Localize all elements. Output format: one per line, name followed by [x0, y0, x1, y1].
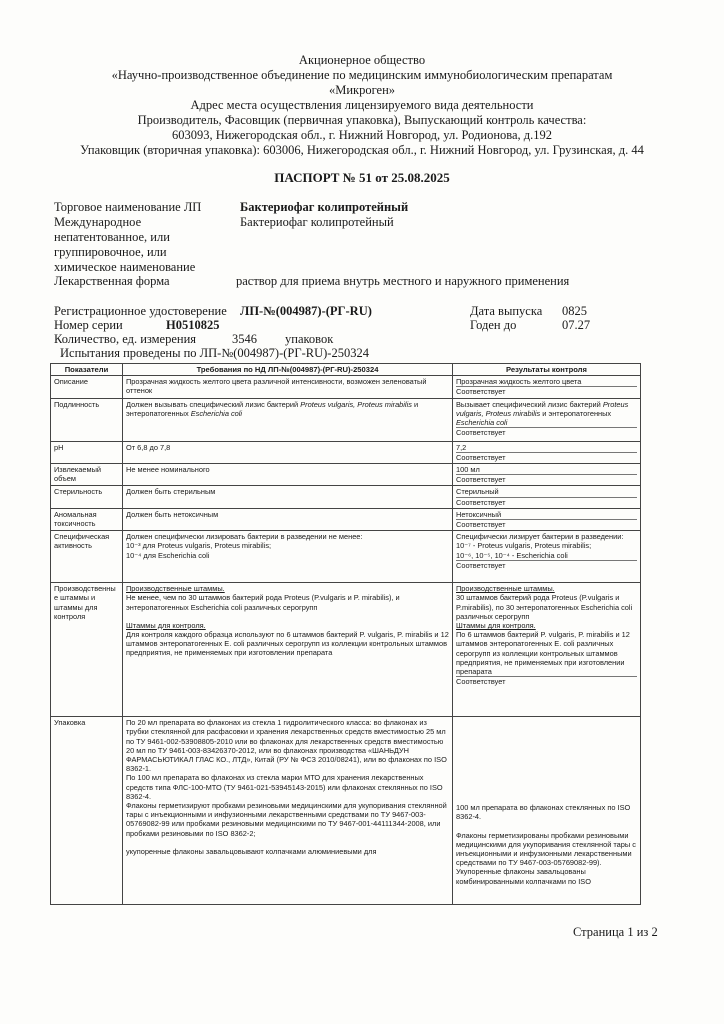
row-result: Нетоксичный Соответствует [453, 508, 641, 530]
series-value: Н0510825 [166, 318, 220, 332]
company-name: «Научно-производственное объединение по медицинским иммунобиологическим препаратам [111, 68, 613, 82]
row-name: Специфическая активность [51, 531, 123, 583]
row-name: Производственные штаммы и штаммы для контроля [51, 583, 123, 717]
row-name: pH [51, 441, 123, 463]
quantity-value: 3546 [232, 332, 257, 346]
release-date-value: 0825 [562, 304, 587, 318]
specification-table [50, 363, 641, 905]
packager-line: Упаковщик (вторичная упаковка): 603006, Нижегородская обл., г. Нижний Новгород, ул. Грузинская, д. 44 [80, 143, 644, 157]
table-row [51, 531, 641, 583]
series-label: Номер серии [54, 318, 123, 332]
row-requirement: Должен быть нетоксичным [123, 508, 453, 530]
intl-name-label-1: Международное [54, 215, 142, 229]
table-row [51, 508, 641, 530]
manufacturer-line: Производитель, Фасовщик (первичная упаковка), Выпускающий контроль качества: [137, 113, 587, 127]
row-result: 100 мл Соответствует [453, 464, 641, 486]
dosage-form-label: Лекарственная форма [54, 274, 170, 288]
header-indicator: Показатели [51, 364, 123, 376]
intl-name-value: Бактериофаг колипротейный [240, 215, 394, 229]
row-requirement: Должен вызывать специфический лизис бактерий Proteus vulgaris, Proteus mirabilis и энтеропатогенных Escherichia coli [123, 398, 453, 441]
header-results: Результаты контроля [453, 364, 641, 376]
manufacturer-address: 603093, Нижегородская обл., г. Нижний Новгород, ул. Родионова, д.192 [171, 128, 553, 142]
row-result: Прозрачная жидкость желтого цвета Соответствует [453, 376, 641, 398]
row-requirement: От 6,8 до 7,8 [123, 441, 453, 463]
table-row [51, 583, 641, 717]
page-number: Страница 1 из 2 [573, 925, 658, 939]
registration-value: ЛП-№(004987)-(РГ-RU) [240, 304, 372, 318]
table-row [51, 441, 641, 463]
row-result: Стерильный Соответствует [453, 486, 641, 508]
table-row [51, 398, 641, 441]
row-result: 100 мл препарата во флаконах стеклянных по ISO 8362-4. Флаконы герметизированы пробками резиновыми медицинскими для укупоривания стеклянной тары с инъекционными и инфузионными лекарственными средствами по ТУ 9467-003-05769082-99). Укупоренные флаконы завальцованы комбинированными колпачками по ISO [453, 717, 641, 905]
row-result: Специфически лизирует бактерии в разведении: 10⁻⁷ - Proteus vulgaris, Proteus mirabilis; 10⁻⁶, 10⁻⁵, 10⁻⁴ - Escherichia coli Соответствует [453, 531, 641, 583]
row-name: Подлинность [51, 398, 123, 441]
address-title: Адрес места осуществления лицензируемого вида деятельности [190, 98, 534, 112]
intl-name-label-4: химическое наименование [54, 260, 196, 274]
row-result: Производственные штаммы. 30 штаммов бактерий рода Proteus (P.vulgaris и P.mirabilis), по 30 энтеропатогенных Escherichia coli различных серогрупп Штаммы для контроля. По 6 штаммов бактерий P. vulgaris, P. mirabilis и 12 штаммов энтеропатогенных E. coli различных серогрупп из коллекции контрольных штаммов предприятия, не применяемых при изготовлении препарата Соответствует [453, 583, 641, 717]
valid-until-value: 07.27 [562, 318, 591, 332]
row-requirement: Производственные штаммы. Не менее, чем по 30 штаммов бактерий рода Proteus (P.vulgaris и P. mirabilis), и энтеропатогенных Escherichia coli различных серогрупп Штаммы для контроля. Для контроля каждого образца используют по 6 штаммов бактерий P. vulgaris, P. mirabilis и 12 штаммов энтеропатогенных E. coli различных серогрупп из коллекции контрольных штаммов предприятия, не применяемых при изготовлении препарата [123, 583, 453, 717]
table-row [51, 486, 641, 508]
dosage-form-value: раствор для приема внутрь местного и наружного применения [236, 274, 570, 288]
row-result: 7,2 Соответствует [453, 441, 641, 463]
trade-name-value: Бактериофаг колипротейный [240, 200, 409, 214]
row-name: Стерильность [51, 486, 123, 508]
row-requirement: Должен специфически лизировать бактерии в разведении не менее: 10⁻³ для Proteus vulgaris, Proteus mirabilis; 10⁻⁴ для Escherichia coli [123, 531, 453, 583]
quantity-unit: упаковок [285, 332, 334, 346]
row-result: Вызывает специфический лизис бактерий Proteus vulgaris, Proteus mirabilis и энтеропатогенных Escherichia coli Соответствует [453, 398, 641, 441]
intl-name-label-2: непатентованное, или [54, 230, 170, 244]
row-requirement: Должен быть стерильным [123, 486, 453, 508]
header-requirements: Требования по НД ЛП-№(004987)-(РГ-RU)-250324 [123, 364, 453, 376]
passport-title: ПАСПОРТ № 51 от 25.08.2025 [274, 170, 450, 185]
table-row [51, 464, 641, 486]
company-form: Акционерное общество [298, 53, 426, 67]
company-brand: «Микроген» [328, 83, 396, 97]
row-name: Описание [51, 376, 123, 398]
tests-line: Испытания проведены по ЛП-№(004987)-(РГ-RU)-250324 [60, 346, 369, 360]
release-date-label: Дата выпуска [470, 304, 543, 318]
intl-name-label-3: группировочное, или [54, 245, 167, 259]
row-requirement: Не менее номинального [123, 464, 453, 486]
table-header-row [51, 364, 641, 376]
table-row [51, 717, 641, 905]
quantity-label: Количество, ед. измерения [54, 332, 197, 346]
row-name: Аномальная токсичность [51, 508, 123, 530]
row-requirement: По 20 мл препарата во флаконах из стекла 1 гидролитического класса: во флаконах из трубки стеклянной для расфасовки и хранения лекарственных средств вместимостью 25 мл по ТУ 9461-002-53908805-2010 или во флаконах для лекарственных средств вместимостью 20 мл по ТУ 9461-003-83426370-2012, или во флаконах производства «ШАНЬДУН ФАРМАСЬЮТИКАЛ ГЛАС КО., ЛТД», Китай (РУ № ФСЗ 2010/08241), или во флаконах по ISO 8362-1. По 100 мл препарата во флаконах из стекла марки МТО для хранения лекарственных средств типа ФЛС-100-МТО (ТУ 9461-021-53945143-2015) или флаконах стеклянных по ISO 8362-4. Флаконы герметизируют пробками резиновыми медицинскими для укупоривания стеклянной тары с инъекционными и инфузионными лекарственными средствами по ТУ 9467-003-05769082-99 или пробками резиновыми медицинскими по ТУ 9467-001-44111344-2008, или пробками резиновыми по ISO 8362-2; укупоренные флаконы завальцовывают колпачками алюминиевыми для [123, 717, 453, 905]
row-requirement: Прозрачная жидкость желтого цвета различной интенсивности, возможен зеленоватый оттенок [123, 376, 453, 398]
table-row [51, 376, 641, 398]
registration-label: Регистрационное удостоверение [54, 304, 227, 318]
row-name: Упаковка [51, 717, 123, 905]
row-name: Извлекаемый объем [51, 464, 123, 486]
valid-until-label: Годен до [470, 318, 517, 332]
trade-name-label: Торговое наименование ЛП [54, 200, 202, 214]
